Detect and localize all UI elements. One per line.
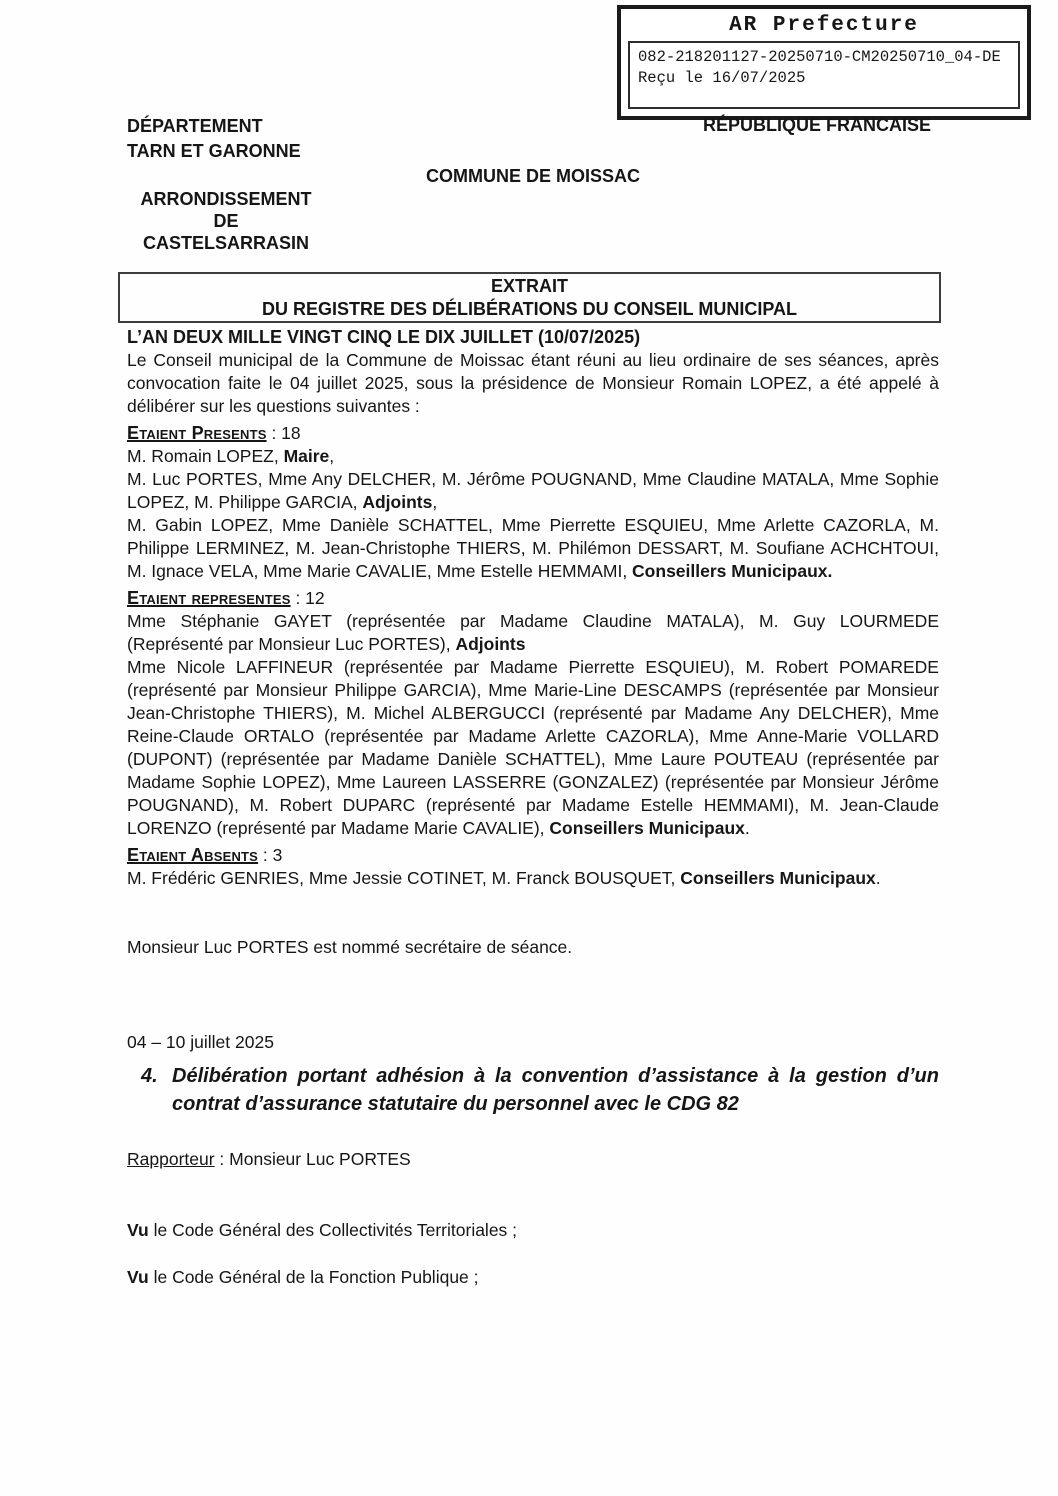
arrondissement-name: CASTELSARRASIN — [142, 233, 309, 253]
department-block — [127, 114, 301, 164]
maire-names: M. Romain LOPEZ, — [127, 446, 284, 466]
arrondissement-label: ARRONDISSEMENT — [140, 189, 312, 209]
represented-line-end: . — [744, 818, 750, 838]
rapporteur-label: Rapporteur — [127, 1149, 215, 1169]
vu-keyword: Vu — [127, 1220, 149, 1240]
header-row — [127, 114, 939, 164]
present-adjoints-role: Adjoints — [362, 492, 433, 512]
absent-count: : 3 — [258, 845, 283, 865]
vu-line-2 — [127, 1266, 939, 1289]
republique-label: RÉPUBLIQUE FRANCAISE — [702, 115, 931, 135]
secretary-line: Monsieur Luc PORTES est nommé secrétaire de séance. — [127, 937, 573, 957]
present-count: : 18 — [266, 423, 301, 443]
present-conseillers-role: Conseillers Municipaux. — [632, 561, 833, 581]
vu-line-1 — [127, 1219, 939, 1242]
absent-names: M. Frédéric GENRIES, Mme Jessie COTINET, M. Franck BOUSQUET, — [127, 868, 681, 888]
represented-conseillers-names: Mme Nicole LAFFINEUR (représentée par Madame Pierrette ESQUIEU), M. Robert POMAREDE (représenté par Monsieur Philippe GARCIA), Mme Marie-Line DESCAMPS (représentée par Monsieur Jean-Christophe THIERS), M. Michel ALBERGUCCI (représenté par Madame Any DELCHER), Mme Reine-Claude ORTALO (représentée par Madame Arlette CAZORLA), Mme Anne-Marie VOLLARD (DUPONT) (représentée par Madame Danièle SCHATTEL), Mme Laure POUTEAU (représentée par Madame Sophie LOPEZ), Mme Laureen LASSERRE (GONZALEZ) (représentée par Monsieur Jérôme POUGNAND), M. Robert DUPARC (représenté par Madame Estelle HEMMAMI), M. Jean-Claude LORENZO (représenté par Madame Marie CAVALIE), — [127, 657, 939, 838]
present-section — [127, 422, 939, 583]
date-range: 04 – 10 juillet 2025 — [127, 1032, 274, 1052]
rapporteur-line — [127, 1148, 939, 1171]
present-adjoints-names: M. Luc PORTES, Mme Any DELCHER, M. Jérôme POUGNAND, Mme Claudine MATALA, Mme Sophie LOPEZ, M. Philippe GARCIA, — [127, 469, 939, 512]
absent-line — [127, 867, 939, 890]
prefecture-stamp — [617, 5, 1031, 120]
represented-adjoints-role: Adjoints — [455, 634, 526, 654]
department-label: DÉPARTEMENT — [127, 116, 263, 136]
stamp-received-date: Reçu le 16/07/2025 — [638, 69, 806, 87]
maire-line — [127, 445, 939, 468]
represented-adjoints-line — [127, 610, 939, 656]
stamp-inner-box — [628, 41, 1020, 109]
session-intro: Le Conseil municipal de la Commune de Moissac étant réuni au lieu ordinaire de ses séances, après convocation faite le 04 juillet 2025, sous la présidence de Monsieur Romain LOPEZ, a été appelé à délibérer sur les questions suivantes : — [127, 350, 939, 416]
arrondissement-block — [127, 188, 325, 254]
present-heading-line — [127, 422, 939, 445]
session-date-line: L’AN DEUX MILLE VINGT CINQ LE DIX JUILLET (10/07/2025) — [127, 327, 641, 347]
vu-text: le Code Général de la Fonction Publique ; — [148, 1267, 479, 1287]
document-content — [127, 114, 939, 1289]
absent-section — [127, 844, 939, 890]
rapporteur-value: : Monsieur Luc PORTES — [214, 1149, 411, 1169]
represented-heading-line — [127, 587, 939, 610]
stamp-title: AR Prefecture — [729, 14, 919, 37]
vu-keyword: Vu — [127, 1267, 149, 1287]
commune-label: COMMUNE DE MOISSAC — [425, 166, 640, 186]
extrait-subtitle: DU REGISTRE DES DÉLIBÉRATIONS DU CONSEIL MUNICIPAL — [261, 299, 798, 319]
deliberation-number: 4. — [141, 1065, 158, 1087]
absent-line-end: . — [875, 868, 881, 888]
present-adjoints-line — [127, 468, 939, 514]
absent-heading: Etaient Absents — [127, 845, 259, 865]
deliberation-title: Délibération portant adhésion à la convention d’assistance à la gestion d’un contrat d’assurance statutaire du personnel avec le CDG 82 — [172, 1065, 939, 1115]
extrait-title: EXTRAIT — [490, 276, 568, 296]
department-name: TARN ET GARONNE — [127, 141, 301, 161]
absent-heading-line — [127, 844, 939, 867]
arrondissement-de: DE — [213, 211, 239, 231]
maire-role: Maire — [283, 446, 330, 466]
represented-heading: Etaient representes — [127, 588, 291, 608]
present-conseillers-line — [127, 514, 939, 583]
represented-adjoints-names: Mme Stéphanie GAYET (représentée par Madame Claudine MATALA), M. Guy LOURMEDE (Représenté par Monsieur Luc PORTES), — [127, 611, 939, 654]
represented-conseillers-role: Conseillers Municipaux — [549, 818, 745, 838]
represented-section — [127, 587, 939, 840]
deliberation-title-block — [127, 1062, 939, 1118]
present-heading: Etaient Presents — [127, 423, 267, 443]
maire-line-end: , — [329, 446, 335, 466]
absent-role: Conseillers Municipaux — [680, 868, 876, 888]
vu-text: le Code Général des Collectivités Territoriales ; — [148, 1220, 518, 1240]
present-adjoints-line-end: , — [432, 492, 438, 512]
represented-conseillers-line — [127, 656, 939, 840]
represented-count: : 12 — [290, 588, 325, 608]
extrait-title-box — [118, 272, 941, 323]
stamp-reference: 082-218201127-20250710-CM20250710_04-DE — [638, 48, 1001, 66]
present-conseillers-names: M. Gabin LOPEZ, Mme Danièle SCHATTEL, Mme Pierrette ESQUIEU, Mme Arlette CAZORLA, M. Philippe LERMINEZ, M. Jean-Christophe THIERS, M. Philémon DESSART, M. Soufiane ACHCHTOUI, M. Ignace VELA, Mme Marie CAVALIE, Mme Estelle HEMMAMI, — [127, 515, 939, 581]
